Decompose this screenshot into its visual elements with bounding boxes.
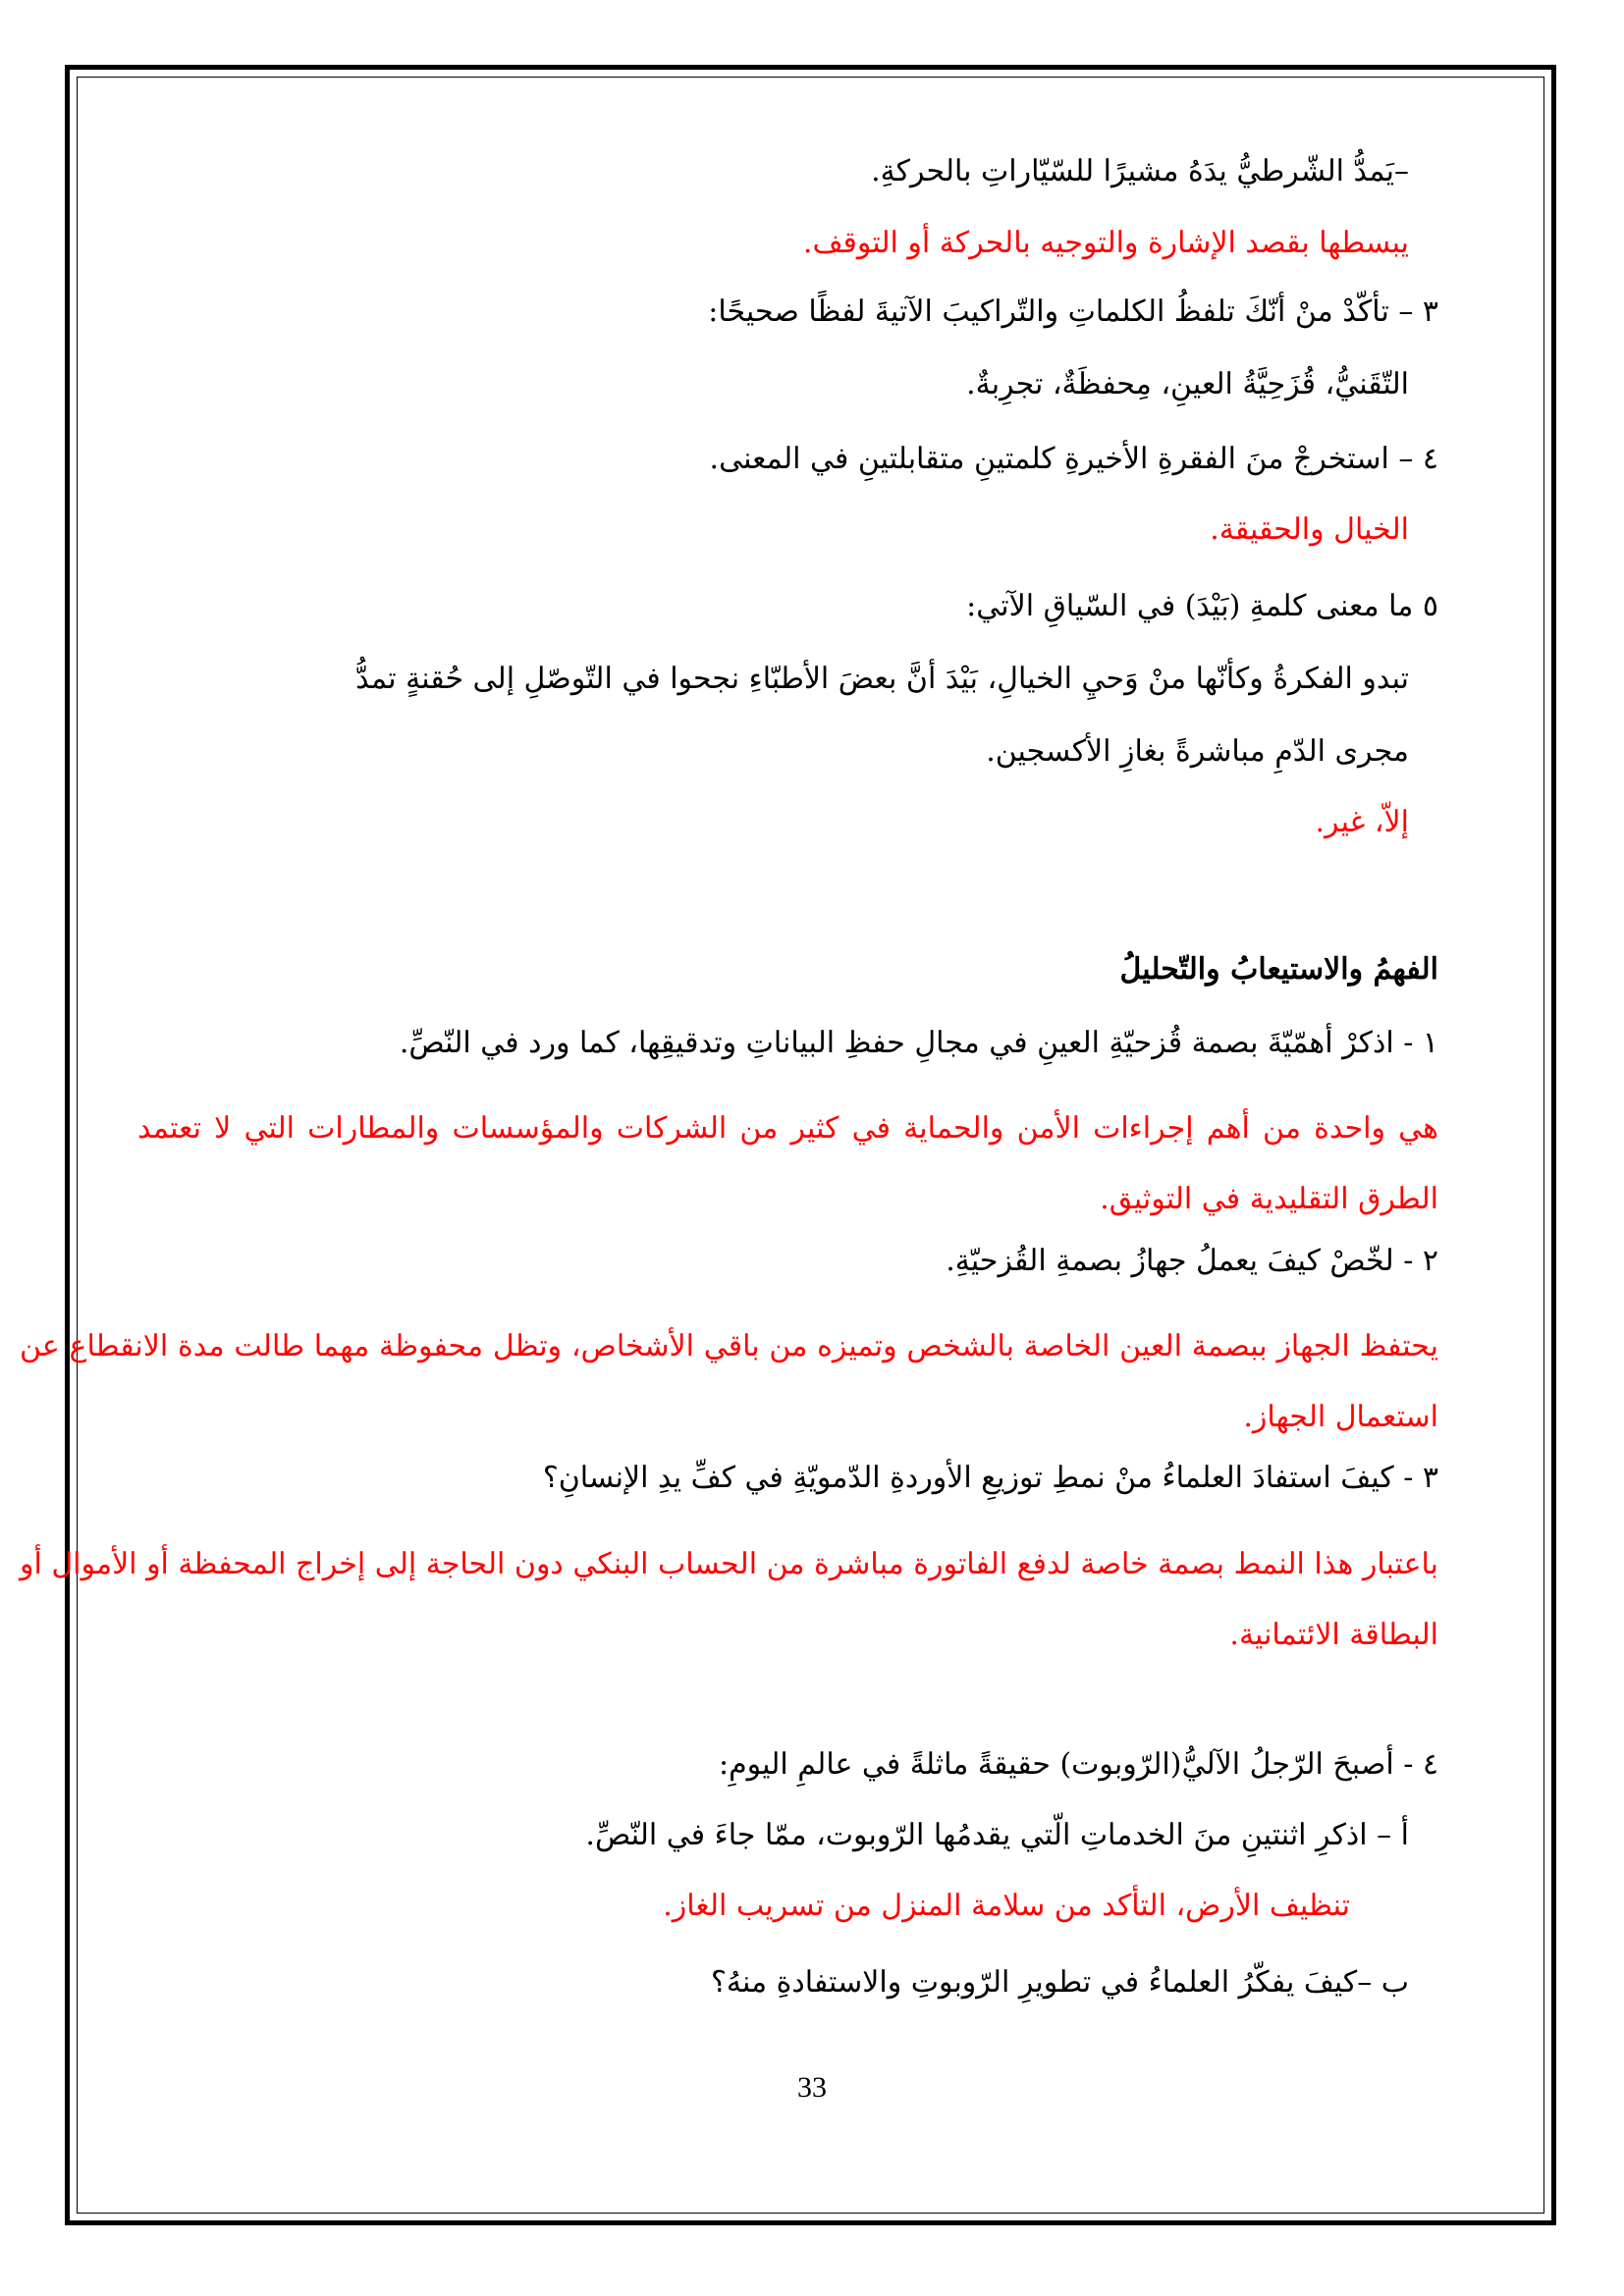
comprehension-a3: باعتبار هذا النمط بصمة خاصة لدفع الفاتورة مباشرة من الحساب البنكي دون الحاجة إلى إخراج المحفظة أو الأموال أو البطاقة الائتمانية. [20, 1547, 1438, 1652]
question-3: ٣ – تأكّدْ منْ أنّكَ تلفظُ الكلماتِ والتّراكيبَ الآتيةَ لفظًا صحيحًا: [708, 294, 1438, 329]
comprehension-a1: هي واحدة من أهم إجراءات الأمن والحماية في كثير من الشركات والمؤسسات والمطارات التي لا تعتمد الطرق التقليدية في التوثيق. [137, 1111, 1438, 1216]
section-title: الفهمُ والاستيعابُ والتّحليلُ [1119, 952, 1438, 987]
question-4-answer: الخيال والحقيقة. [1210, 512, 1409, 547]
question-5-answer: إلاّ، غير. [1315, 805, 1409, 839]
comprehension-q2: ٢ - لخّصْ كيفَ يعملُ جهازُ بصمةِ القُزحيّةِ. [946, 1244, 1438, 1278]
question-5: ٥ ما معنى كلمةِ (بَيْدَ) في السّياقِ الآتي: [966, 589, 1438, 623]
vocab-answer-line: يبسطها بقصد الإشارة والتوجيه بالحركة أو التوقف. [802, 226, 1409, 260]
vocab-question-line: –يَمدُّ الشّرطيُّ يدَهُ مشيرًا للسّيّاراتِ بالحركةِ. [871, 154, 1409, 188]
question-5-passage-2: مجرى الدّمِ مباشرةً بغازِ الأكسجين. [986, 734, 1409, 769]
comprehension-q3: ٣ - كيفَ استفادَ العلماءُ منْ نمطِ توزيعِ الأوردةِ الدّمويّةِ في كفِّ يدِ الإنسانِ؟ [542, 1461, 1438, 1495]
comprehension-q4: ٤ - أصبحَ الرّجلُ الآليُّ(الرّوبوت) حقيقةً ماثلةً في عالمِ اليومِ: [718, 1747, 1438, 1782]
comprehension-a4a: تنظيف الأرض، التأكد من سلامة المنزل من تسريب الغاز. [663, 1889, 1350, 1923]
comprehension-q4b: ب –كيفَ يفكّرُ العلماءُ في تطويرِ الرّوبوتِ والاستفادةِ منهُ؟ [711, 1965, 1409, 2000]
page-content [20, 147, 1438, 2091]
comprehension-q1: ١ - اذكرْ أهمّيّةَ بصمة قُزحيّةِ العينِ في مجالِ حفظِ البياناتِ وتدقيقِها، كما ورد في النّصِّ. [399, 1026, 1438, 1060]
question-4: ٤ – استخرجْ منَ الفقرةِ الأخيرةِ كلمتينِ متقابلتينِ في المعنى. [709, 442, 1438, 476]
question-3-words: التّقَنيُّ، قُزَحِيَّةُ العينِ، مِحفظَةٌ، تجرِبةٌ. [966, 367, 1409, 401]
question-5-passage-1: تبدو الفكرةُ وكأنّها منْ وَحيِ الخيالِ، بَيْدَ أنَّ بعضَ الأطبّاءِ نجحوا في التّوصّلِ إلى حُقنةٍ تمدُّ [355, 662, 1409, 696]
comprehension-q4a: أ – اذكرِ اثنتينِ منَ الخدماتِ الّتي يقدمُها الرّوبوت، ممّا جاءَ في النّصِّ. [585, 1818, 1409, 1852]
comprehension-a2: يحتفظ الجهاز ببصمة العين الخاصة بالشخص وتميزه من باقي الأشخاص، وتظل محفوظة مهما طالت مدة الانقطاع عن استعمال الجهاز. [20, 1329, 1438, 1434]
page-number: 33 [797, 2071, 827, 2104]
